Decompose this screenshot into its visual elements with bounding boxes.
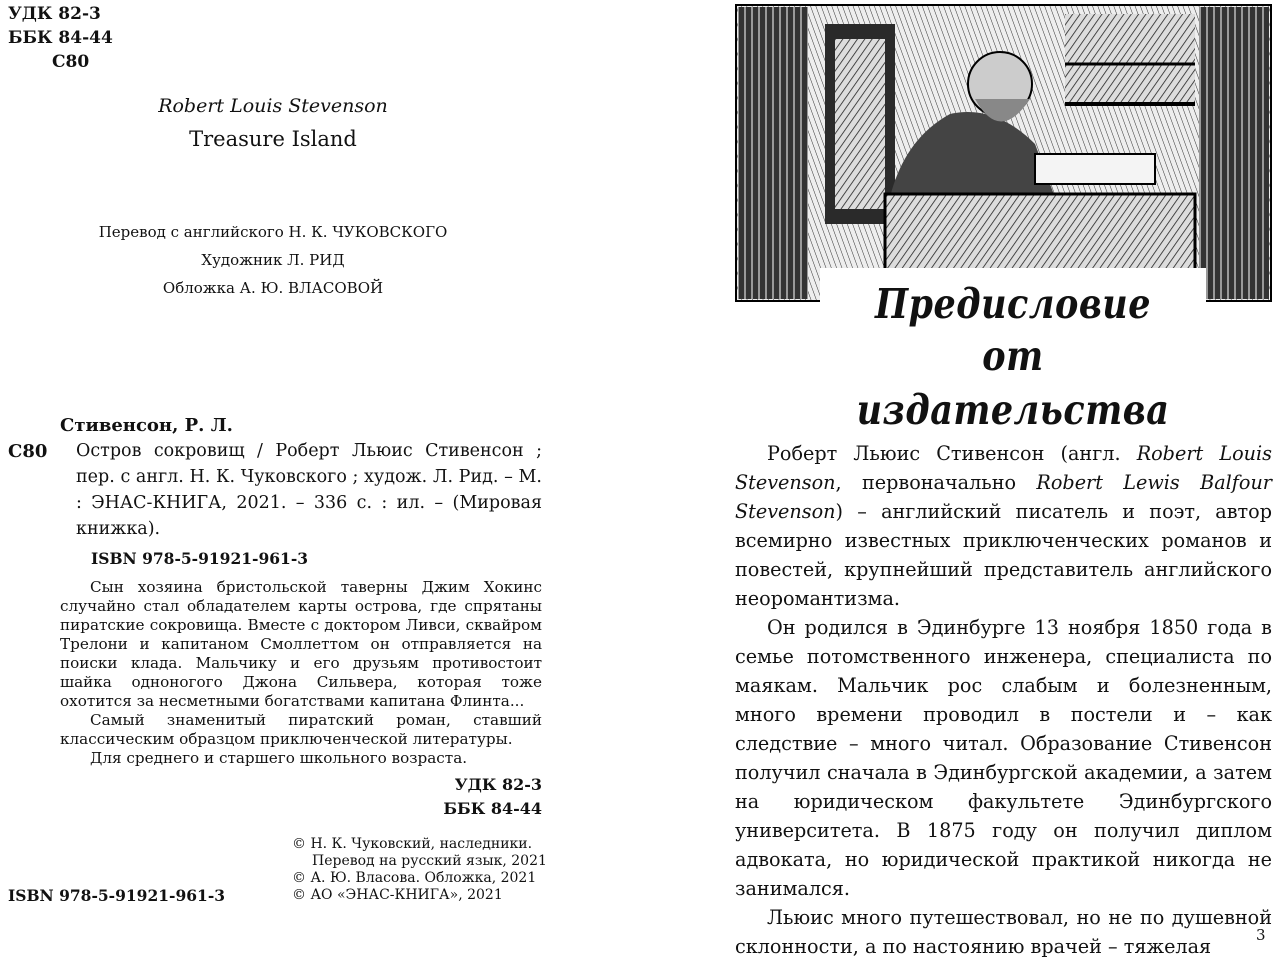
copyright-line: © Н. К. Чуковский, наследники. <box>292 836 533 852</box>
preface-paragraph: Льюис много путешествовал, но не по душевной склонности, а по настоянию врачей – тяжелая <box>735 906 1272 958</box>
preface-paragraph <box>735 439 1272 613</box>
catalog-isbn: ISBN 978-5-91921-961-3 <box>91 549 309 568</box>
artist-credit: Художник Л. РИД <box>201 251 345 269</box>
text-span: , первоначально <box>835 471 1037 494</box>
section-heading <box>820 268 1206 435</box>
udk-block-bottom <box>380 773 542 821</box>
udk-block-top <box>8 2 113 74</box>
copyright-line: © А. Ю. Власова. Обложка, 2021 <box>292 870 537 886</box>
heading-line: Предисловие <box>874 280 1152 329</box>
annotation-paragraph: Сын хозяина бристольской таверны Джим Хокинс случайно стал обладателем карты острова, где спрятаны пиратские сокровища. Вместе с доктором Ливси, сквайром Трелони и капитаном Смоллеттом он отправляется на поиски клада. Мальчику и его друзьям противостоит шайка одноногого Джона Сильвера, которая тоже охотится за несметными богатствами капитана Флинта... <box>60 578 542 710</box>
annotation <box>60 578 542 768</box>
copyright-line: © АО «ЭНАС-КНИГА», 2021 <box>292 887 503 903</box>
isbn-bottom: ISBN 978-5-91921-961-3 <box>8 886 226 905</box>
udk-code: УДК 82-3 <box>454 775 542 794</box>
page-number: 3 <box>1256 926 1266 944</box>
heading-line: от издательства <box>856 332 1170 435</box>
text-span: ) – английский писатель и поэт, автор всемирно известных приключенческих романов и повестей, крупнейший представитель английского неоромантизма. <box>735 500 1272 610</box>
credits <box>0 222 546 298</box>
catalog-author: Стивенсон, Р. Л. <box>60 415 233 436</box>
cover-credit: Обложка А. Ю. ВЛАСОВОЙ <box>162 279 384 297</box>
bbk-code: ББК 84-44 <box>443 799 542 818</box>
text-span: Роберт Льюис Стивенсон (англ. <box>767 442 1137 465</box>
original-title: Treasure Island <box>189 127 357 151</box>
annotation-paragraph: Для среднего и старшего школьного возраста. <box>90 749 468 767</box>
preface-paragraph: Он родился в Эдинбурге 13 ноября 1850 года в семье потомственного инженера, специалиста по маякам. Мальчик рос слабым и болезненным, много времени проводил в постели и – как следствие – много читал. Образование Стивенсон получил сначала в Эдинбургской академии, а затем на юридическом факультете Эдинбургского университета. В 1875 году он получил диплом адвоката, но юридической практикой никогда не занимался. <box>735 616 1272 900</box>
author-mark: С80 <box>52 52 90 72</box>
italic-name: Robert Louis Stevenson <box>735 442 1272 494</box>
copyright-block <box>292 836 547 904</box>
engraving-illustration <box>735 4 1272 302</box>
bbk-code: ББК 84-44 <box>8 28 113 48</box>
preface-text <box>735 439 1272 961</box>
italic-name: Robert Lewis Balfour Stevenson <box>735 471 1272 523</box>
original-author: Robert Louis Stevenson <box>158 95 388 117</box>
copyright-line: Перевод на русский язык, 2021 <box>312 853 547 869</box>
annotation-paragraph: Самый знаменитый пиратский роман, ставший классическим образцом приключенческой литературы. <box>60 711 542 748</box>
translator-credit: Перевод с английского Н. К. ЧУКОВСКОГО <box>98 223 448 241</box>
illustration <box>735 4 1272 302</box>
udk-code: УДК 82-3 <box>8 4 101 24</box>
catalog-code: С80 <box>8 441 48 462</box>
catalog-description: Остров сокровищ / Роберт Льюис Стивенсон ; пер. с англ. Н. К. Чуковского ; худож. Л. Рид. – М. : ЭНАС-КНИГА, 2021. – 336 с. : ил. – (Мировая книжка). <box>76 441 542 539</box>
